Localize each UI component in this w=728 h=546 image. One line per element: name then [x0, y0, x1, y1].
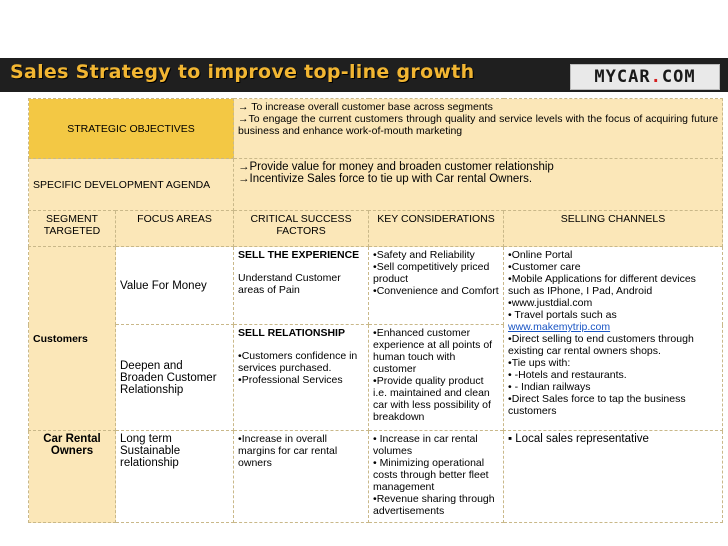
key-item: •Enhanced customer experience at all points of human touch with customer	[373, 327, 493, 375]
key-item: •Convenience and Comfort	[373, 285, 499, 297]
key-item: •Sell competitively priced product	[373, 261, 490, 285]
csf-text: •Customers confidence in services purchased.	[238, 350, 358, 374]
header-key: KEY CONSIDERATIONS	[369, 211, 504, 247]
key-considerations-vfm	[369, 247, 504, 325]
channel-item: •Mobile Applications for different devices such as IPhone, I Pad, Android	[508, 273, 696, 297]
objective-line: → To increase overall customer base across segments	[238, 101, 493, 113]
channel-item: •Tie ups with:	[508, 357, 571, 369]
top-whitespace	[0, 0, 728, 48]
csf-car-rental: •Increase in overall margins for car rental owners	[234, 431, 369, 523]
header-focus: FOCUS AREAS	[116, 211, 234, 247]
channel-item: •Direct Sales force to tap the business customers	[508, 393, 686, 417]
header-segment: SEGMENT TARGETED	[29, 211, 116, 247]
csf-text: •Professional Services	[238, 374, 343, 386]
header-csf: CRITICAL SUCCESS FACTORS	[234, 211, 369, 247]
segment-car-rental-owners: Car Rental Owners	[29, 431, 116, 523]
csf-text: Understand Customer areas of Pain	[238, 272, 341, 296]
objectives-row	[29, 99, 723, 159]
channel-item: • -Hotels and restaurants.	[508, 369, 627, 381]
key-item: •Provide quality product i.e. maintained and clean car with less possibility of breakdown	[373, 375, 491, 423]
mycar-logo	[570, 64, 720, 90]
channel-local-sales: ▪ Local sales representative	[504, 431, 723, 523]
segment-customers: Customers	[29, 247, 116, 431]
channel-item: •www.justdial.com	[508, 297, 593, 309]
channel-item: • - Indian railways	[508, 381, 591, 393]
logo-text: MYCAR	[594, 67, 651, 87]
key-considerations-car	[369, 431, 504, 523]
key-item: • Minimizing operational costs through better fleet management	[373, 457, 489, 493]
key-item: • Increase in car rental volumes	[373, 433, 478, 457]
agenda-line: →Provide value for money and broaden customer relationship	[238, 161, 554, 173]
strategy-table	[28, 98, 723, 523]
table-row	[29, 247, 723, 325]
csf-sell-experience	[234, 247, 369, 325]
objectives-label: STRATEGIC OBJECTIVES	[29, 99, 234, 159]
csf-title: SELL THE EXPERIENCE	[238, 249, 360, 261]
channel-item: •Direct selling to end customers through existing car rental owners shops.	[508, 333, 694, 357]
header-channels: SELLING CHANNELS	[504, 211, 723, 247]
focus-deepen-broaden: Deepen and Broaden Customer Relationship	[116, 325, 234, 431]
focus-value-for-money: Value For Money	[116, 247, 234, 325]
agenda-label: SPECIFIC DEVELOPMENT AGENDA	[29, 159, 234, 211]
logo-dot: .	[650, 67, 662, 87]
key-item: •Safety and Reliability	[373, 249, 475, 261]
csf-title: SELL RELATIONSHIP	[238, 327, 345, 339]
channel-item: •Customer care	[508, 261, 581, 273]
slide-title: Sales Strategy to improve top-line growth	[10, 61, 475, 83]
objectives-text	[234, 99, 723, 159]
focus-long-term: Long term Sustainable relationship	[116, 431, 234, 523]
header-row	[29, 211, 723, 247]
key-item: •Revenue sharing through advertisements	[373, 493, 495, 517]
csf-sell-relationship	[234, 325, 369, 431]
logo-suffix: COM	[661, 67, 696, 87]
agenda-line: →Incentivize Sales force to tie up with Car rental Owners.	[238, 173, 533, 185]
objective-line: →To engage the current customers through quality and service levels with the focus of acquiring future business and enhance work-of-mouth marketing	[238, 113, 719, 137]
key-considerations-dbr	[369, 325, 504, 431]
selling-channels-customers	[504, 247, 723, 431]
channel-item: • Travel portals such as	[508, 309, 617, 321]
makemytrip-link[interactable]: www.makemytrip.com	[508, 321, 611, 333]
channel-item: •Online Portal	[508, 249, 573, 261]
table-row	[29, 431, 723, 523]
agenda-text	[234, 159, 723, 211]
agenda-row	[29, 159, 723, 211]
